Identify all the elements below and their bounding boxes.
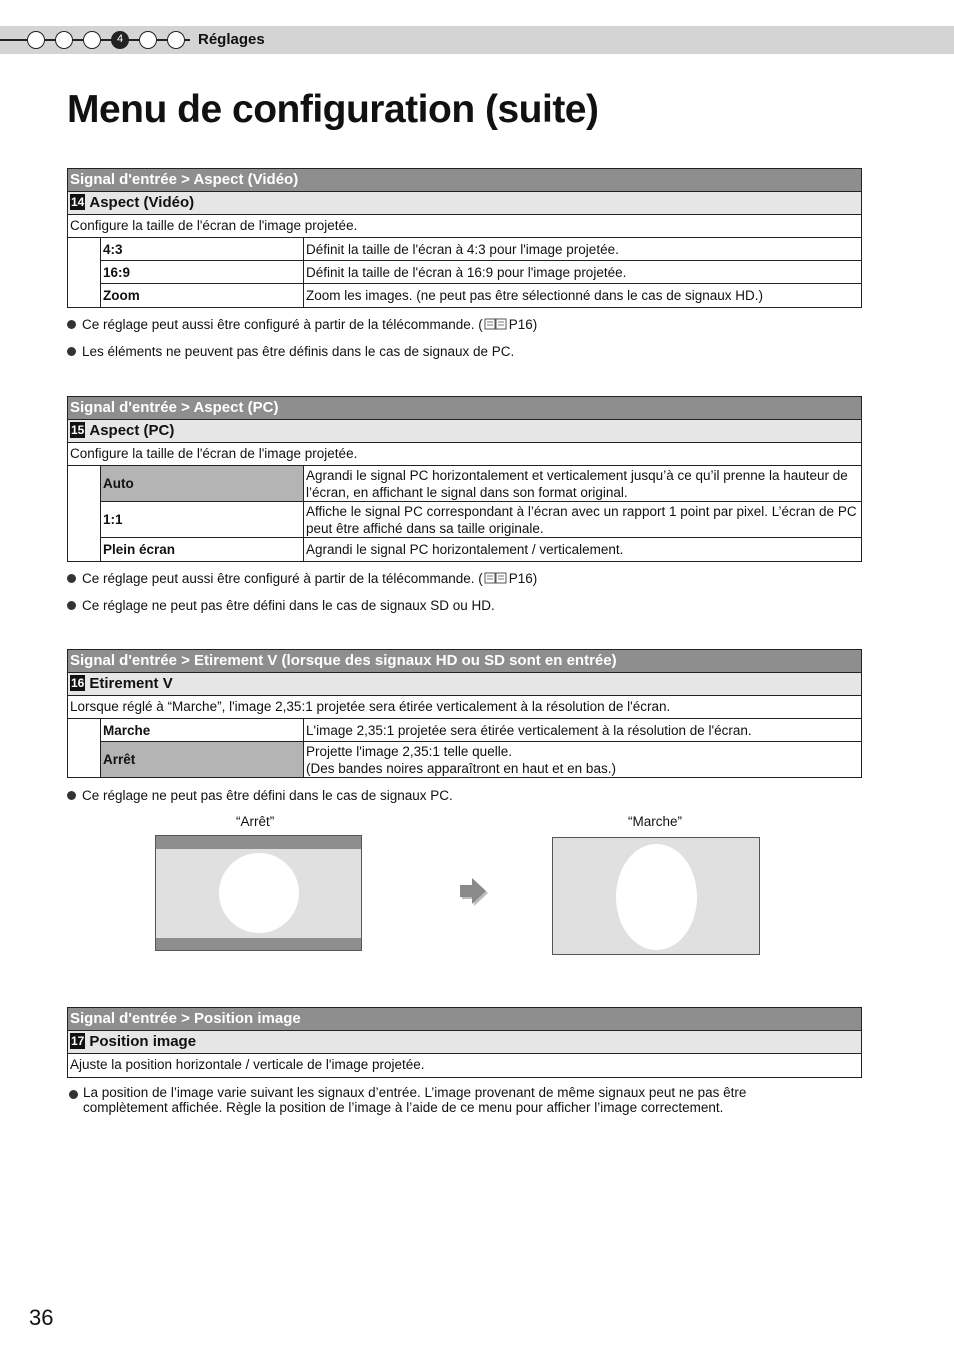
- setting-name: [68, 1031, 861, 1054]
- circle-image: [219, 853, 299, 933]
- letterbox-band-top: [156, 836, 361, 849]
- chapter-dot: [55, 31, 73, 49]
- setting-block-position-image: [67, 1007, 862, 1078]
- chapter-bar: [0, 26, 954, 54]
- note-item: Ce réglage ne peut pas être défini dans le cas de signaux PC.: [67, 788, 453, 803]
- setting-name-label: Aspect (Vidéo): [89, 194, 195, 211]
- arrow-right-icon: [457, 875, 489, 907]
- option-table: [68, 466, 861, 561]
- chapter-number: 4: [116, 33, 124, 45]
- chapter-dot: [167, 31, 185, 49]
- section-label: Réglages: [198, 31, 265, 48]
- option-key: Plein écran: [101, 538, 304, 561]
- option-key: Zoom: [101, 284, 304, 307]
- note-item: Ce réglage peut aussi être configuré à partir de la télécommande. ( P16): [67, 317, 537, 332]
- setting-name: [68, 420, 861, 443]
- setting-name-label: Aspect (PC): [89, 422, 175, 439]
- option-table: [68, 719, 861, 777]
- option-row: [101, 502, 861, 538]
- option-row: [101, 538, 861, 561]
- option-row: [101, 238, 861, 261]
- option-key: 16:9: [101, 261, 304, 283]
- note-item: La position de l’image varie suivant les signaux d’entrée. L’image provenant de même signaux peut ne pas être complètement affichée. Règle la position de l’image à l’aide de ce menu pour afficher l’image correctement.: [67, 1085, 827, 1115]
- setting-name: [68, 673, 861, 696]
- page-number: 36: [29, 1305, 54, 1330]
- option-row: [101, 466, 861, 502]
- option-value: Définit la taille de l'écran à 4:3 pour l'image projetée.: [306, 241, 619, 257]
- option-key: Marche: [101, 719, 304, 741]
- note-item: Ce réglage peut aussi être configuré à partir de la télécommande. ( P16): [67, 571, 537, 586]
- book-reference-icon: [484, 318, 508, 330]
- option-key: 4:3: [101, 238, 304, 260]
- option-value: Définit la taille de l'écran à 16:9 pour l'image projetée.: [306, 264, 627, 280]
- setting-name: [68, 192, 861, 215]
- item-number-badge: 14: [71, 195, 85, 209]
- setting-name-label: Position image: [89, 1033, 197, 1050]
- chapter-dot-active: [111, 31, 129, 49]
- screen-illustration-off: [155, 835, 362, 951]
- option-value: Agrandi le signal PC horizontalement et verticalement jusqu’à ce qu’il prenne la hauteur de l’écran, en affichant le signal dans son format original.: [306, 467, 848, 500]
- setting-description: Configure la taille de l'écran de l'image projetée.: [68, 443, 861, 466]
- page-reference: P16): [508, 317, 538, 332]
- option-key: Auto: [101, 466, 304, 501]
- note-item: Ce réglage ne peut pas être défini dans le cas de signaux SD ou HD.: [67, 598, 495, 613]
- option-value: Affiche le signal PC correspondant à l’écran avec un rapport 1 point par pixel. L’écran de PC peut être affiché dans sa taille originale.: [306, 503, 857, 536]
- bullet-icon: [67, 601, 76, 610]
- chapter-dot: [83, 31, 101, 49]
- option-table: [68, 238, 861, 307]
- option-value: Projette l'image 2,35:1 telle quelle. (Des bandes noires apparaîtront en haut et en bas.): [306, 743, 616, 776]
- chapter-dot: [139, 31, 157, 49]
- bullet-icon: [69, 1090, 78, 1099]
- item-number-badge: 15: [71, 423, 85, 437]
- setting-description: Ajuste la position horizontale / verticale de l'image projetée.: [70, 1057, 425, 1072]
- item-number-badge: 16: [71, 676, 85, 690]
- option-row: [101, 284, 861, 307]
- caption-off: “Arrêt”: [236, 814, 275, 829]
- option-row: [101, 719, 861, 742]
- setting-description: Lorsque réglé à “Marche”, l'image 2,35:1 projetée sera étirée verticalement à la résolution de l'écran.: [68, 696, 861, 719]
- page-title: Menu de configuration (suite): [67, 88, 599, 131]
- setting-block-etirement-v: [67, 649, 862, 778]
- screen-illustration-on: [552, 837, 760, 955]
- bullet-icon: [67, 347, 76, 356]
- option-row: [101, 742, 861, 777]
- bullet-icon: [67, 574, 76, 583]
- bullet-icon: [67, 791, 76, 800]
- block-header: Signal d'entrée > Aspect (Vidéo): [68, 169, 861, 192]
- page-reference: P16): [508, 571, 538, 586]
- book-reference-icon: [484, 572, 508, 584]
- setting-block-aspect-pc: [67, 396, 862, 562]
- setting-name-label: Etirement V: [89, 675, 173, 692]
- option-value: L'image 2,35:1 projetée sera étirée verticalement à la résolution de l'écran.: [306, 722, 752, 738]
- chapter-dot: [27, 31, 45, 49]
- block-header: Signal d'entrée > Position image: [68, 1008, 861, 1031]
- caption-on: “Marche”: [628, 814, 683, 829]
- setting-description: Configure la taille de l'écran de l'image projetée.: [68, 215, 861, 238]
- option-value: Agrandi le signal PC horizontalement / verticalement.: [306, 542, 624, 557]
- note-item: Les éléments ne peuvent pas être définis dans le cas de signaux de PC.: [67, 344, 514, 359]
- setting-block-aspect-video: [67, 168, 862, 308]
- bullet-icon: [67, 320, 76, 329]
- stretched-circle-image: [616, 844, 697, 950]
- block-header: Signal d'entrée > Aspect (PC): [68, 397, 861, 420]
- block-header: Signal d'entrée > Etirement V (lorsque des signaux HD ou SD sont en entrée): [68, 650, 861, 673]
- option-row: [101, 261, 861, 284]
- item-number-badge: 17: [71, 1034, 85, 1048]
- option-value: Zoom les images. (ne peut pas être sélectionné dans le cas de signaux HD.): [306, 288, 763, 303]
- letterbox-band-bottom: [156, 938, 361, 950]
- option-key: 1:1: [101, 502, 304, 537]
- option-key: Arrêt: [101, 742, 304, 777]
